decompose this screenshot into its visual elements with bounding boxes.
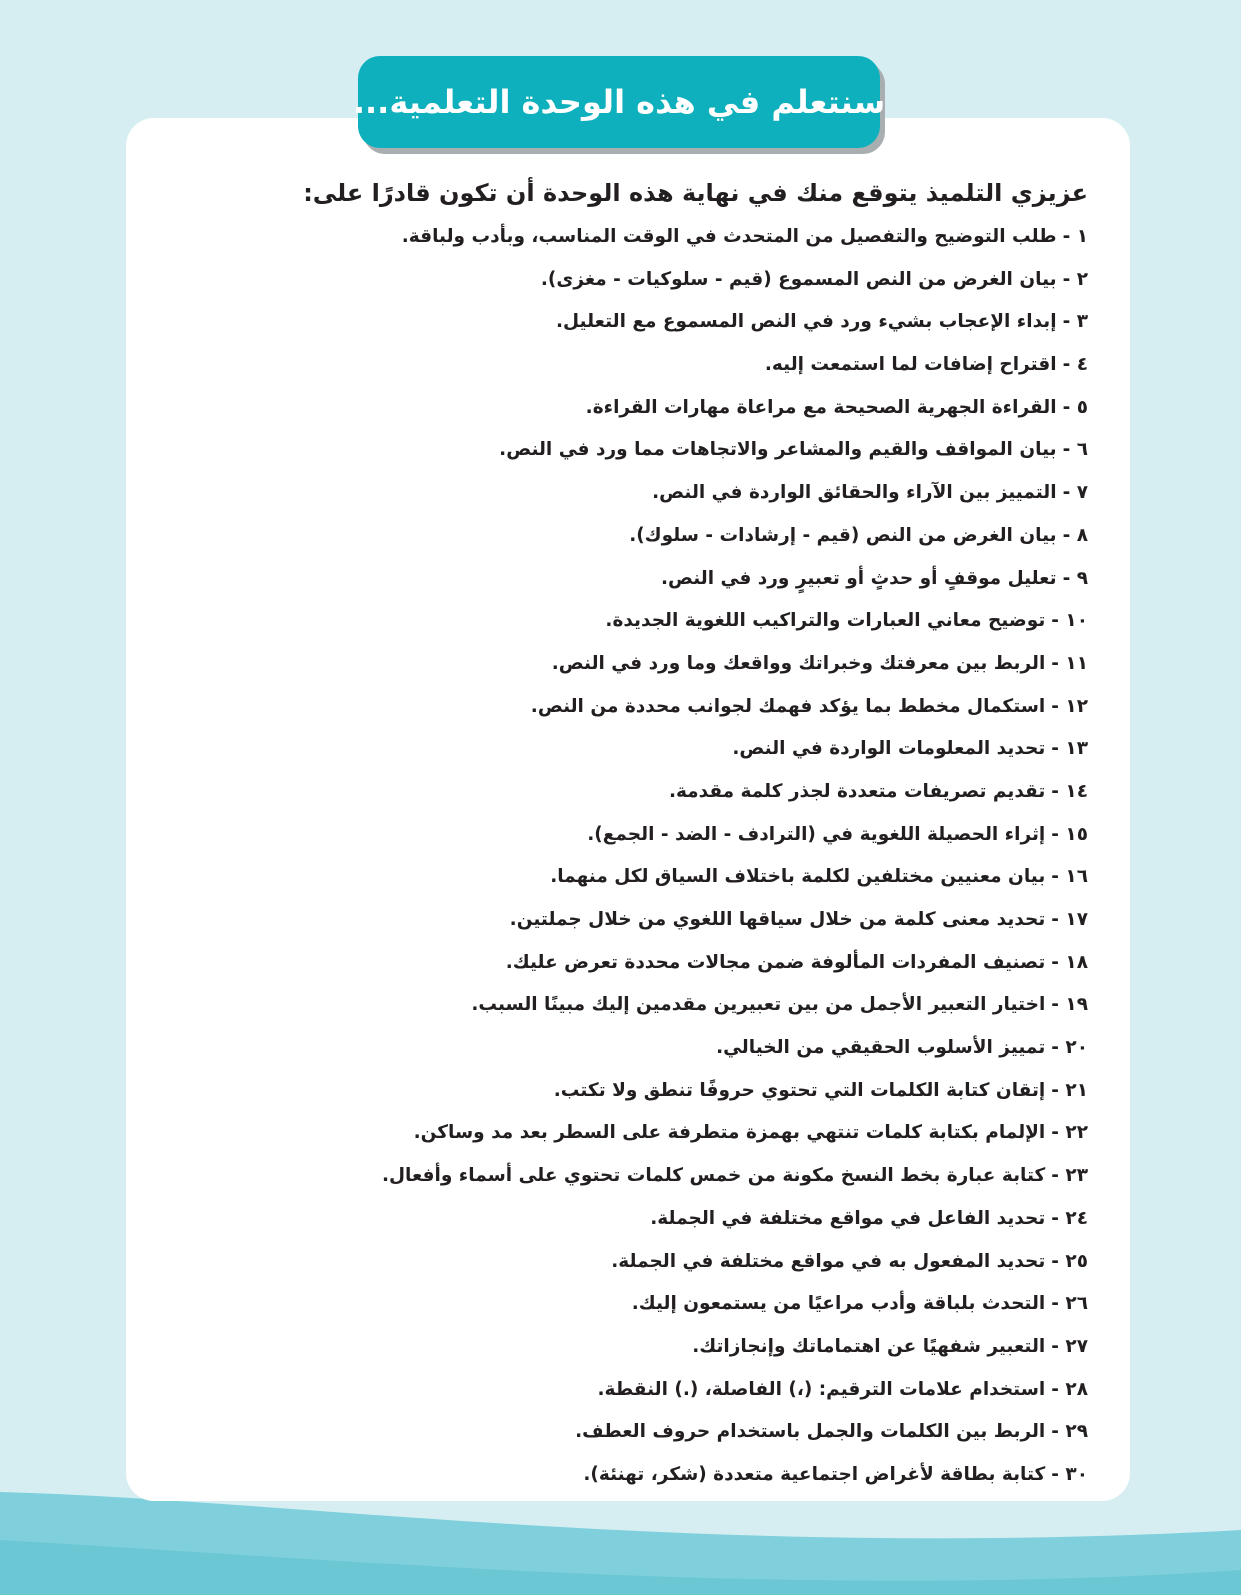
list-item [308, 387, 1088, 430]
objective-number: ٤ - [1062, 354, 1088, 376]
objective-number: ٢٣ - [1051, 1165, 1088, 1187]
page-title: سنتعلم في هذه الوحدة التعلمية... [358, 56, 880, 148]
list-item [308, 1070, 1088, 1113]
list-item [308, 814, 1088, 857]
objective-number: ٢٥ - [1051, 1250, 1088, 1272]
list-item [308, 515, 1088, 558]
objective-text: تصنيف المفردات المألوفة ضمن مجالات محددة تعرض عليك. [505, 951, 1046, 973]
objective-number: ٢٨ - [1051, 1378, 1088, 1400]
objective-number: ٧ - [1062, 482, 1088, 504]
list-item [308, 1369, 1088, 1412]
objectives-section [303, 170, 1088, 1497]
objective-number: ١ - [1062, 226, 1088, 247]
objective-number: ١٠ - [1051, 610, 1088, 632]
objective-number: ٣ - [1062, 311, 1088, 333]
objective-text: استخدام علامات الترقيم: (،) الفاصلة، (.) النقطة. [597, 1378, 1046, 1400]
objective-text: تحديد الفاعل في مواقع مختلفة في الجملة. [650, 1207, 1046, 1229]
objective-number: ٢٤ - [1051, 1207, 1088, 1229]
objective-number: ٥ - [1062, 396, 1088, 418]
list-item [308, 1112, 1088, 1155]
objective-text: التعبير شفهيًا عن اهتماماتك وإنجازاتك. [692, 1335, 1046, 1357]
objective-text: كتابة عبارة بخط النسخ مكونة من خمس كلمات تحتوي على أسماء وأفعال. [381, 1165, 1046, 1187]
objective-text: إثراء الحصيلة اللغوية في (الترادف - الضد - الجمع). [587, 823, 1046, 845]
objective-number: ٩ - [1062, 567, 1088, 589]
list-item [308, 1198, 1088, 1241]
list-item [308, 984, 1088, 1027]
objective-text: اقتراح إضافات لما استمعت إليه. [764, 354, 1057, 376]
list-item [308, 1326, 1088, 1369]
objective-text: تعليل موقفٍ أو حدثٍ أو تعبيرٍ ورد في النص. [660, 567, 1057, 589]
objective-number: ٢٦ - [1051, 1293, 1088, 1315]
list-item [308, 259, 1088, 302]
list-item [308, 728, 1088, 771]
objective-text: بيان الغرض من النص المسموع (قيم - سلوكيات - مغزى). [540, 268, 1057, 290]
objective-text: تحديد المعلومات الواردة في النص. [732, 738, 1046, 760]
list-item [308, 600, 1088, 643]
objective-number: ١٨ - [1051, 951, 1088, 973]
objective-text: توضيح معاني العبارات والتراكيب اللغوية الجديدة. [605, 610, 1046, 632]
list-item [308, 558, 1088, 601]
objective-number: ٣٠ - [1051, 1463, 1088, 1485]
list-item [308, 643, 1088, 686]
list-item [308, 472, 1088, 515]
objective-text: الإلمام بكتابة كلمات تنتهي بهمزة متطرفة على السطر بعد مد وساكن. [413, 1122, 1046, 1144]
objective-number: ١٧ - [1051, 909, 1088, 930]
objective-text: بيان المواقف والقيم والمشاعر والاتجاهات مما ورد في النص. [499, 439, 1057, 461]
list-item [308, 856, 1088, 899]
intro-text: عزيزي التلميذ يتوقع منك في نهاية هذه الوحدة أن تكون قادرًا على: [303, 179, 1088, 207]
objective-number: ٢٠ - [1051, 1037, 1088, 1059]
objective-number: ٢ - [1062, 268, 1088, 290]
objective-text: تقديم تصريفات متعددة لجذر كلمة مقدمة. [668, 780, 1046, 802]
objective-text: الربط بين الكلمات والجمل باستخدام حروف العطف. [575, 1421, 1046, 1443]
objective-text: الربط بين معرفتك وخبراتك وواقعك وما ورد في النص. [551, 652, 1046, 674]
objective-text: كتابة بطاقة لأغراض اجتماعية متعددة (شكر، تهنئة). [583, 1463, 1046, 1485]
objectives-list [308, 216, 1088, 1497]
list-item [308, 1283, 1088, 1326]
objective-number: ٢٧ - [1051, 1335, 1088, 1357]
objective-text: التمييز بين الآراء والحقائق الواردة في النص. [652, 482, 1057, 504]
list-item [308, 1241, 1088, 1284]
objective-text: تمييز الأسلوب الحقيقي من الخيالي. [716, 1037, 1046, 1059]
objective-text: استكمال مخطط بما يؤكد فهمك لجوانب محددة من النص. [530, 695, 1046, 717]
objective-number: ١٩ - [1051, 994, 1088, 1016]
list-item [308, 344, 1088, 387]
list-item [308, 1027, 1088, 1070]
objective-text: تحديد معنى كلمة من خلال سياقها اللغوي من خلال جملتين. [509, 909, 1046, 930]
objective-number: ٢٩ - [1051, 1421, 1088, 1443]
objective-text: إتقان كتابة الكلمات التي تحتوي حروفًا تنطق ولا تكتب. [553, 1079, 1046, 1101]
objective-number: ٢٢ - [1051, 1122, 1088, 1144]
list-item [308, 216, 1088, 259]
objective-number: ١٤ - [1051, 780, 1088, 802]
objective-text: التحدث بلباقة وأدب مراعيًا من يستمعون إليك. [631, 1293, 1046, 1315]
objective-number: ٢١ - [1051, 1079, 1088, 1101]
list-item [308, 1454, 1088, 1497]
objective-number: ١٥ - [1051, 823, 1088, 845]
objective-text: اختيار التعبير الأجمل من بين تعبيرين مقدمين إليك مبينًا السبب. [471, 994, 1046, 1016]
objective-number: ١٦ - [1051, 866, 1088, 888]
objective-text: إبداء الإعجاب بشيء ورد في النص المسموع مع التعليل. [555, 311, 1057, 333]
objective-number: ١٢ - [1051, 695, 1088, 717]
objective-text: بيان معنيين مختلفين لكلمة باختلاف السياق لكل منهما. [550, 866, 1046, 888]
objective-text: بيان الغرض من النص (قيم - إرشادات - سلوك). [629, 524, 1057, 546]
objective-text: القراءة الجهرية الصحيحة مع مراعاة مهارات القراءة. [585, 396, 1057, 418]
list-item [308, 771, 1088, 814]
list-item [308, 899, 1088, 942]
list-item [308, 942, 1088, 985]
objective-number: ٦ - [1062, 439, 1088, 461]
objective-number: ١١ - [1051, 652, 1088, 674]
list-item [308, 1155, 1088, 1198]
list-item [308, 301, 1088, 344]
objective-text: تحديد المفعول به في مواقع مختلفة في الجملة. [611, 1250, 1046, 1272]
objective-number: ١٣ - [1051, 738, 1088, 760]
list-item [308, 686, 1088, 729]
objective-number: ٨ - [1062, 524, 1088, 546]
list-item [308, 1411, 1088, 1454]
list-item [308, 429, 1088, 472]
objective-text: طلب التوضيح والتفصيل من المتحدث في الوقت المناسب، وبأدب ولباقة. [401, 226, 1057, 247]
